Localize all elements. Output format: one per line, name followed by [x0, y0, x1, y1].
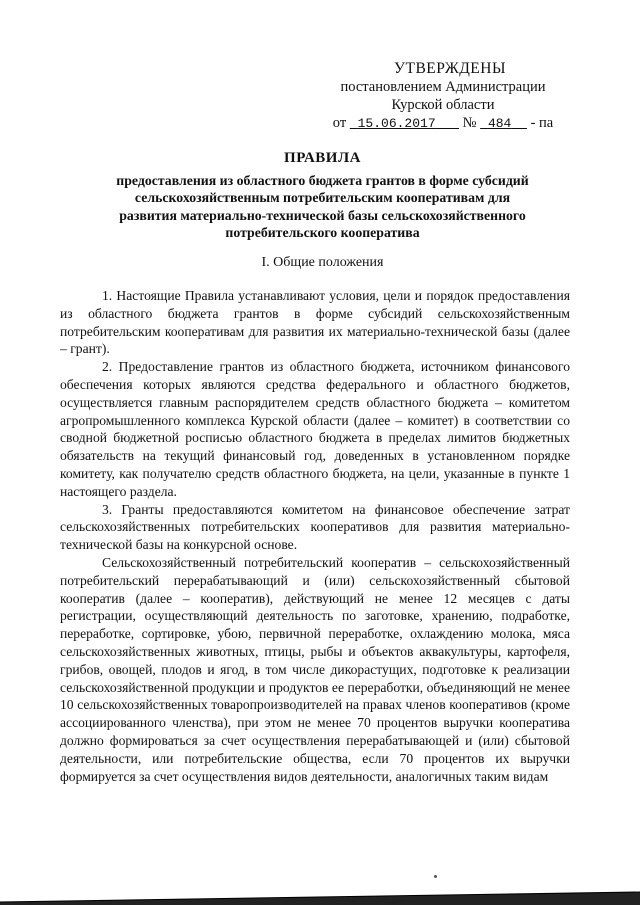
approval-stamp — [318, 60, 568, 133]
paragraph-1: 1. Настоящие Правила устанавливают условия, цели и порядок предоставления из областного бюджета грантов в форме субсидий сельскохозяйственным потребительским кооперативам для развития их материально-технической базы (далее – грант). — [60, 288, 570, 357]
approval-from-label: от — [332, 115, 347, 131]
approval-number-label: № — [462, 115, 477, 131]
approval-line-1: постановлением Администрации — [340, 79, 546, 95]
paragraph-3: 3. Гранты предоставляются комитетом на финансовое обеспечение затрат сельскохозяйственных потребительских кооперативов для развития материально-технической базы на конкурсной основе. — [60, 501, 570, 553]
approval-number: 484 — [487, 116, 512, 131]
title-line-3: развития материально-технической базы сельскохозяйственного — [119, 207, 526, 223]
document-title — [40, 150, 605, 242]
section-heading: I. Общие положения — [261, 255, 384, 270]
paragraph-2: 2. Предоставление грантов из областного бюджета, источником финансового обеспечения которых являются средства федерального и областного бюджетов, осуществляется главным распорядителем средств областного бюджета – комитетом агропромышленного комплекса Курской области (далее – комитет) в соответствии со сводной бюджетной росписью областного бюджета в пределах лимитов бюджетных обязательств на текущий финансовый год, доведенных в установленном порядке комитету, как получателю средств областного бюджета, на цели, указанные в пункте 1 настоящего раздела. — [60, 359, 570, 499]
document-body — [60, 287, 570, 785]
approval-date: 15.06.2017 — [357, 116, 436, 131]
title-line-1: предоставления из областного бюджета грантов в форме субсидий — [116, 172, 529, 188]
approval-suffix: - па — [530, 115, 554, 131]
scan-edge-shadow — [0, 882, 640, 905]
approval-line-2: Курской области — [391, 97, 495, 113]
approval-date-line — [318, 114, 568, 133]
scan-speck — [434, 875, 437, 878]
approval-heading: УТВЕРЖДЕНЫ — [394, 60, 506, 77]
title-line-4: потребительского кооператива — [225, 225, 420, 240]
title-line-2: сельскохозяйственным потребительским кооперативам для — [134, 190, 511, 205]
paragraph-4: Сельскохозяйственный потребительский кооператив – сельскохозяйственный потребительский перерабатывающий и (или) сельскохозяйственный сбытовой кооператив (далее – кооператив), действующий не менее 12 месяцев с даты регистрации, осуществляющий деятельность по заготовке, хранению, подработке, переработке, сортировке, убою, первичной переработке, охлаждению молока, мяса сельскохозяйственных животных, птицы, рыбы и объектов аквакультуры, картофеля, грибов, овощей, плодов и ягод, в том числе дикорастущих, подготовке к реализации сельскохозяйственной продукции и продуктов ее переработки, объединяющий не менее 10 сельскохозяйственных товаропроизводителей на правах членов кооперативов (кроме ассоциированного членства), при этом не менее 70 процентов выручки кооператива должно формироваться за счет осуществления перерабатывающей и (или) сбытовой деятельности, или потребительские общества, если 70 процентов их выручки формируется за счет осуществления видов деятельности, аналогичных таким видам — [60, 554, 570, 784]
title-main: ПРАВИЛА — [284, 150, 361, 166]
